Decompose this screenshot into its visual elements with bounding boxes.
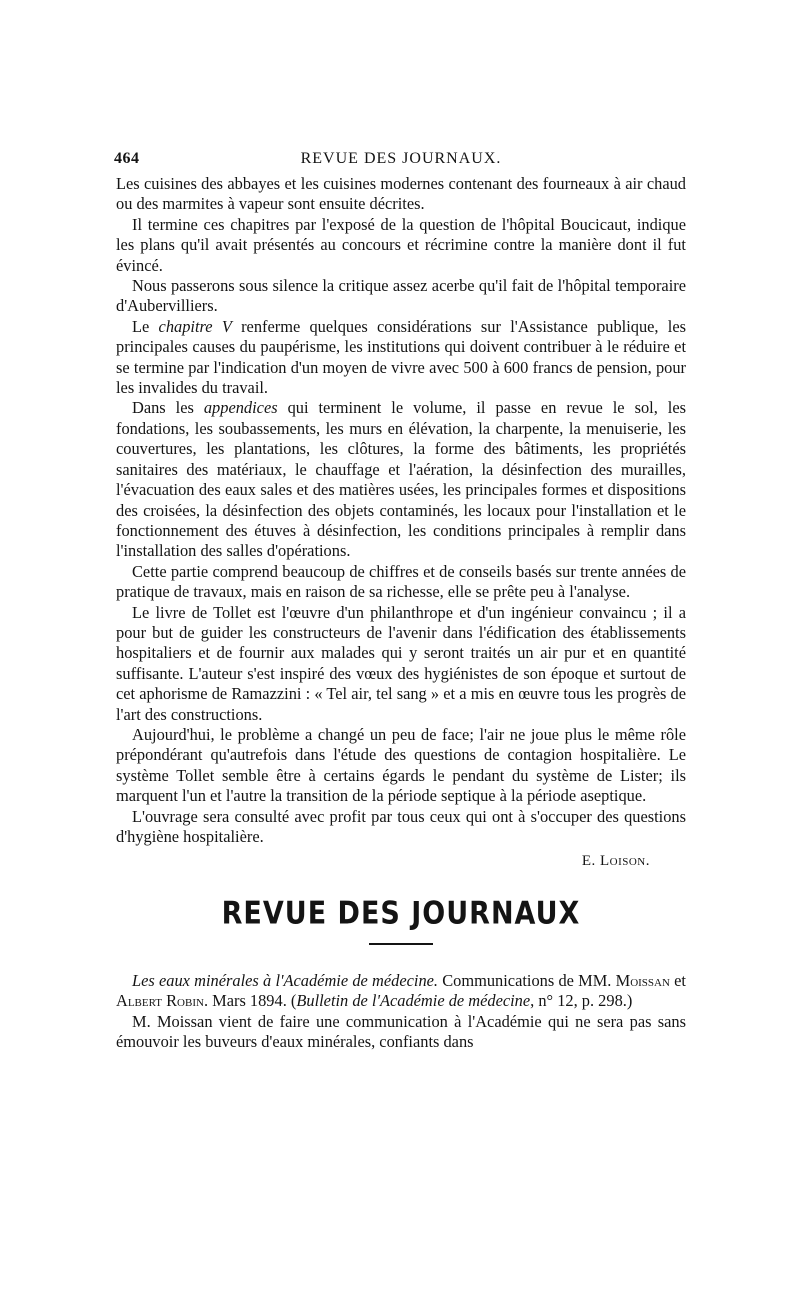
article-heading <box>116 971 686 1012</box>
text-run: Communications de MM. <box>438 970 616 990</box>
page <box>116 150 686 1052</box>
journal-article <box>116 971 686 1053</box>
article-paragraph: M. Moissan vient de faire une communication à l'Académie qui ne sera pas sans émouvoir les buveurs d'eaux minérales, confiants dans <box>116 1011 686 1052</box>
book-review <box>116 174 686 872</box>
text-run: Dans les <box>132 398 204 418</box>
review-paragraph: Le livre de Tollet est l'œuvre d'un philanthrope et d'un ingénieur convaincu ; il a pour but de guider les constructeurs de l'avenir dans l'édification des établissements hospitaliers et de fournir aux malades qui y seront traités un air pur et en quantité suffisante. L'auteur s'est inspiré des vœux des hygiénistes de son époque et surtout de cet aphorisme de Ramazzini : « Tel air, tel sang » et a mis en œuvre tous les progrès de l'art des constructions. <box>116 602 686 724</box>
emphasis: appendices <box>203 398 278 418</box>
review-paragraph <box>116 317 686 399</box>
running-head <box>116 150 686 174</box>
author-name: Moissan <box>615 970 670 990</box>
review-paragraph <box>116 398 686 561</box>
review-signature: E. Loison. <box>581 853 650 870</box>
text-run: , n° 12, p. 298.) <box>530 991 633 1011</box>
text-run: renferme quelques considérations sur l'Assistance publique, les principales causes du paupérisme, les institutions qui doivent contribuer à le réduire et se termine par l'indication d'un moyen de vivre avec 500 à 600 francs de pension, pour les invalides du travail. <box>116 316 686 398</box>
review-paragraph: Les cuisines des abbayes et les cuisines modernes contenant des fourneaux à air chaud ou des marmites à vapeur sont ensuite décrites. <box>116 174 686 214</box>
text-run: qui terminent le volume, il passe en revue le sol, les fondations, les soubassements, les murs en élévation, la charpente, la menuiserie, les couvertures, les plantations, les clôtures, la forme des bâtiments, les propriétés sanitaires des matériaux, le chauffage et l'aération, la désinfection des murailles, l'évacuation des eaux sales et des matières usées, les principales formes et dispositions des croisées, la désinfection des objets contaminés, les locaux pour l'installation et le fonctionnement des étuves à désinfection, les conditions principales à remplir dans l'installation des salles d'opérations. <box>116 398 686 561</box>
review-paragraph: Aujourd'hui, le problème a changé un peu de face; l'air ne joue plus le même rôle prépondérant qu'autrefois dans l'étude des questions de contagion hospitalière. Le système Tollet semble être à certains égards le pendant du système de Lister; ils marquent l'un et l'autre la transition de la période septique à la période aseptique. <box>116 724 686 806</box>
text-run: . Mars 1894. ( <box>203 991 297 1011</box>
review-paragraph: Il termine ces chapitres par l'exposé de la question de l'hôpital Boucicaut, indique les plans qu'il avait présentés au concours et récrimine contre la manière dont il fut évincé. <box>116 214 686 275</box>
emphasis: chapitre V <box>158 316 232 336</box>
section-title: REVUE DES JOURNAUX <box>221 895 581 932</box>
running-title: REVUE DES JOURNAUX. <box>300 150 502 167</box>
text-run: Le <box>132 316 159 336</box>
source-title: Bulletin de l'Académie de médecine <box>296 991 531 1011</box>
text-run: et <box>669 970 686 990</box>
page-number: 464 <box>114 150 140 167</box>
review-paragraph: L'ouvrage sera consulté avec profit par tous ceux qui ont à s'occuper des questions d'hygiène hospitalière. <box>116 806 686 846</box>
author-name: Albert Robin <box>116 991 204 1011</box>
review-paragraph: Nous passerons sous silence la critique assez acerbe qu'il fait de l'hôpital temporaire d'Aubervilliers. <box>116 276 686 316</box>
review-paragraph: Cette partie comprend beaucoup de chiffres et de conseils basés sur trente années de pratique de travaux, mais en raison de sa richesse, elle se prête peu à l'analyse. <box>116 561 686 602</box>
section-divider <box>369 943 433 945</box>
article-title: Les eaux minérales à l'Académie de médecine. <box>132 970 439 990</box>
